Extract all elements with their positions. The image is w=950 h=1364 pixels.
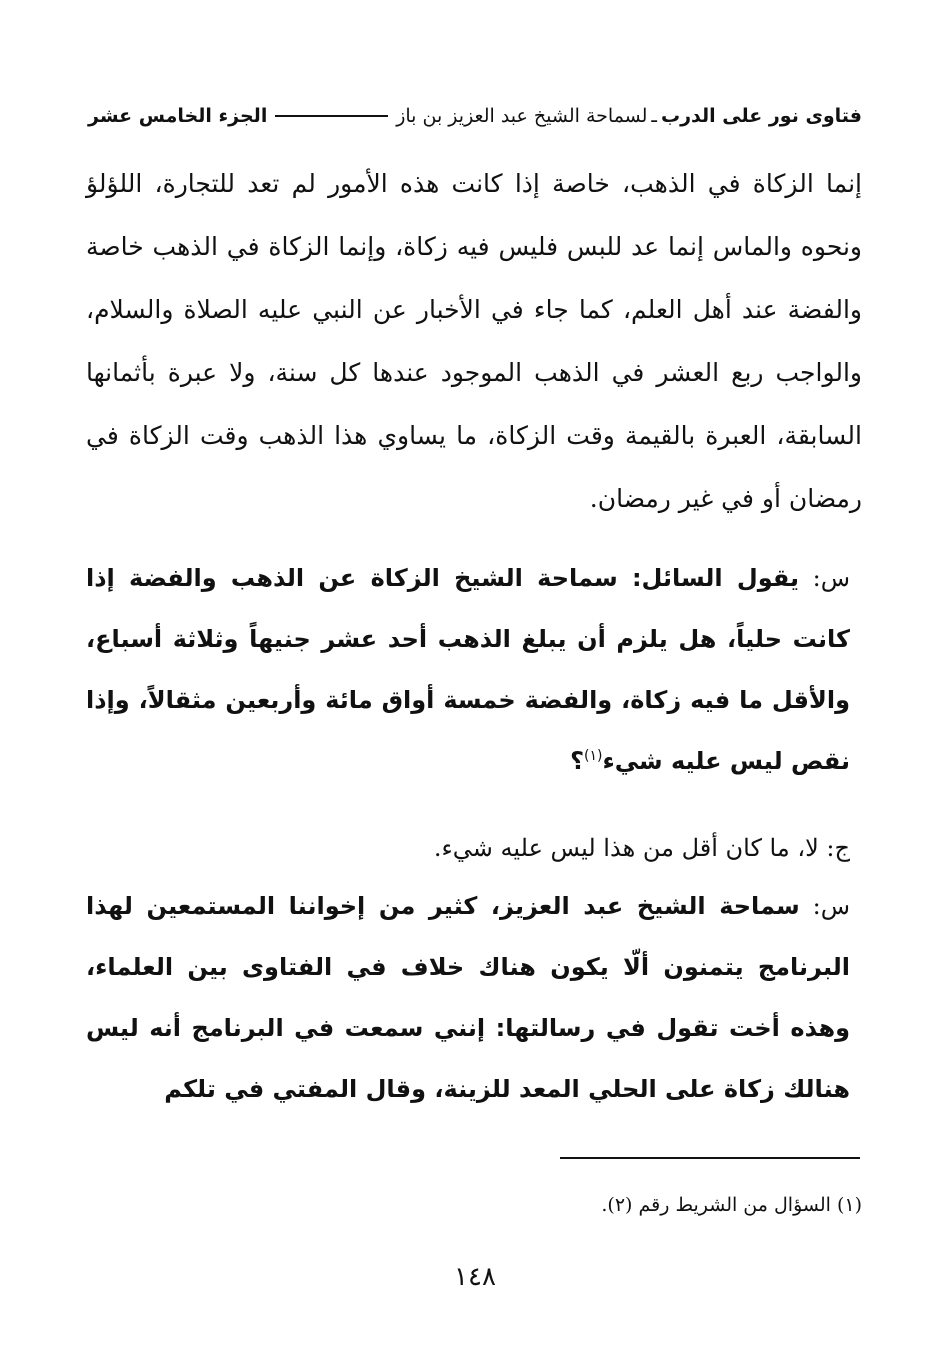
answer-text: لا، ما كان أقل من هذا ليس عليه شيء. [433, 834, 819, 862]
footnote: (١) السؤال من الشريط رقم (٢). [601, 1194, 862, 1216]
author-name: لسماحة الشيخ عبد العزيز بن باز [396, 105, 648, 127]
question-text: يقول السائل: سماحة الشيخ الزكاة عن الذهب والفضة إذا كانت حلياً، هل يلزم أن يبلغ الذهب أحد عشر جنيهاً وثلاثة أسباع، والأقل ما فيه زكاة، والفضة خمسة أواق مائة وأربعين مثقالاً، وإذا نقص ليس عليه شيء [86, 564, 850, 775]
question-2 [86, 876, 850, 1120]
question-1 [86, 548, 850, 792]
footnote-rule [560, 1157, 860, 1159]
question-text: سماحة الشيخ عبد العزيز، كثير من إخواننا المستمعين لهذا البرنامج يتمنون ألّا يكون هناك خلاف في الفتاوى بين العلماء، وهذه أخت تقول في رسالتها: إنني سمعت في البرنامج أنه ليس هنالك زكاة على الحلي المعد للزينة، وقال المفتي في تلكم [86, 892, 850, 1103]
body-paragraph: إنما الزكاة في الذهب، خاصة إذا كانت هذه الأمور لم تعد للتجارة، اللؤلؤ ونحوه والماس إنما عد للبس فليس فيه زكاة، وإنما الزكاة في الذهب خاصة والفضة عند أهل العلم، كما جاء في الأخبار عن النبي عليه الصلاة والسلام، والواجب ربع العشر في الذهب الموجود عندها كل سنة، ولا عبرة بأثمانها السابقة، العبرة بالقيمة وقت الزكاة، ما يساوي هذا الذهب وقت الزكاة في رمضان أو في غير رمضان. [86, 169, 862, 513]
book-title: فتاوى نور على الدرب [661, 105, 862, 127]
volume-part: الجزء الخامس عشر [88, 105, 268, 127]
footnote-reference[interactable]: (١) [584, 748, 603, 764]
page-number: ١٤٨ [454, 1262, 496, 1292]
answer-marker: ج: [826, 834, 850, 862]
header-separator: ـ [651, 105, 657, 127]
question-marker: س: [812, 892, 850, 920]
running-header [88, 98, 862, 134]
question-marker: س: [812, 564, 850, 592]
answer-1 [86, 818, 850, 879]
question-end: ؟ [570, 747, 584, 775]
header-rule [275, 115, 388, 117]
